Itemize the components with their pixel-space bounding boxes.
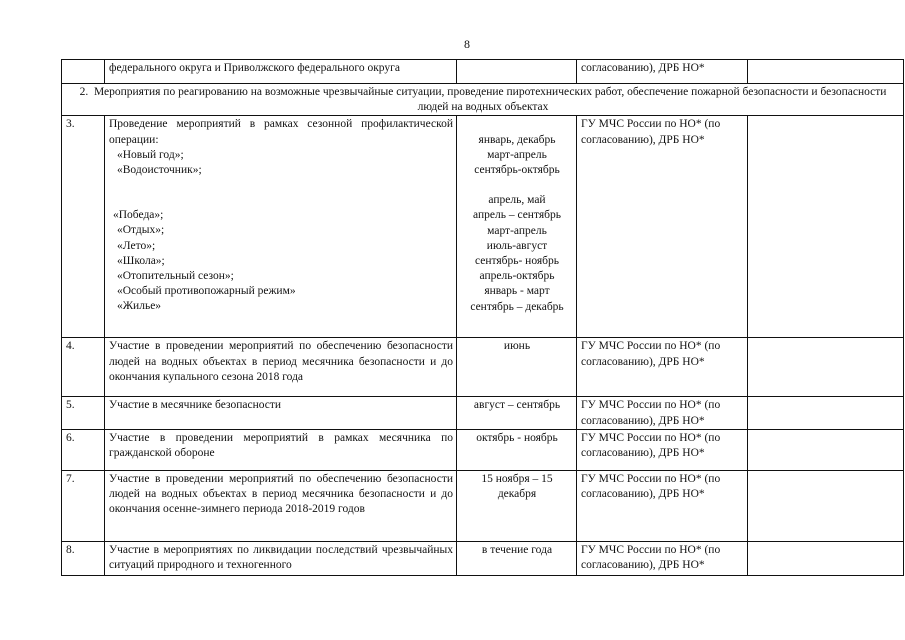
event-cell: Участие в мероприятиях по ликвидации последствий чрезвычайных ситуаций природного и техногенного bbox=[105, 541, 457, 575]
date-item: сентябрь-октябрь bbox=[474, 164, 560, 177]
event-cell: федерального округа и Приволжского федерального округа bbox=[105, 60, 457, 84]
date-item: сентябрь- ноябрь bbox=[474, 255, 560, 268]
table-row bbox=[62, 541, 904, 575]
section-header-row bbox=[62, 84, 904, 116]
dates-cell bbox=[457, 116, 577, 338]
event-intro: Проведение мероприятий в рамках сезонной профилактической операции: bbox=[109, 118, 453, 146]
event-cell: Участие в проведении мероприятий по обеспечению безопасности людей на водных объектах в период месячника безопасности и до окончания осенне-зимнего периода 2018-2019 годов bbox=[105, 470, 457, 541]
date-item: январь - март bbox=[484, 285, 550, 298]
date-item: апрель, май bbox=[488, 194, 546, 207]
row-number-cell: 8. bbox=[62, 541, 105, 575]
table-row bbox=[62, 470, 904, 541]
date-item: сентябрь – декабрь bbox=[470, 300, 564, 313]
operation-item: «Лето»; bbox=[117, 239, 156, 252]
dates-cell: август – сентябрь bbox=[457, 397, 577, 429]
date-item: март-апрель bbox=[487, 148, 547, 161]
responsible-cell: ГУ МЧС России по НО* (по согласованию), ДРБ НО* bbox=[577, 397, 748, 429]
row-number-cell: 3. bbox=[62, 116, 105, 338]
table-row bbox=[62, 397, 904, 429]
table-row bbox=[62, 338, 904, 397]
responsible-cell: ГУ МЧС России по НО* (по согласованию), ДРБ НО* bbox=[577, 541, 748, 575]
responsible-cell: ГУ МЧС России по НО* (по согласованию), ДРБ НО* bbox=[577, 429, 748, 470]
table-row bbox=[62, 429, 904, 470]
dates-cell: в течение года bbox=[457, 541, 577, 575]
table-row bbox=[62, 116, 904, 338]
operation-item: «Отдых»; bbox=[117, 224, 165, 237]
events-table bbox=[61, 59, 904, 576]
event-cell: Участие в проведении мероприятий в рамках месячника по гражданской обороне bbox=[105, 429, 457, 470]
note-cell bbox=[748, 541, 904, 575]
responsible-cell: ГУ МЧС России по НО* (по согласованию), ДРБ НО* bbox=[577, 338, 748, 397]
row-number-cell: 5. bbox=[62, 397, 105, 429]
date-item: июль-август bbox=[486, 239, 548, 252]
dates-cell: октябрь - ноябрь bbox=[457, 429, 577, 470]
operation-item: «Водоисточник»; bbox=[117, 164, 202, 177]
responsible-cell: согласованию), ДРБ НО* bbox=[577, 60, 748, 84]
table-row bbox=[62, 60, 904, 84]
date-item: апрель-октябрь bbox=[479, 270, 555, 283]
date-item: март-апрель bbox=[487, 224, 547, 237]
dates-cell bbox=[457, 60, 577, 84]
page-number: 8 bbox=[464, 37, 470, 51]
event-cell bbox=[105, 116, 457, 338]
operation-item: «Жилье» bbox=[117, 300, 162, 313]
note-cell bbox=[748, 470, 904, 541]
row-number-cell bbox=[62, 60, 105, 84]
dates-cell: 15 ноября – 15 декабря bbox=[457, 470, 577, 541]
dates-cell: июнь bbox=[457, 338, 577, 397]
section-title: 2. Мероприятия по реагированию на возможные чрезвычайные ситуации, проведение пиротехнических работ, обеспечение пожарной безопасности и безопасности людей на водных объектах bbox=[62, 84, 904, 116]
note-cell bbox=[748, 429, 904, 470]
responsible-cell: ГУ МЧС России по НО* (по согласованию), ДРБ НО* bbox=[577, 116, 748, 338]
operation-item: «Новый год»; bbox=[117, 148, 184, 161]
note-cell bbox=[748, 116, 904, 338]
operation-item: «Отопительный сезон»; bbox=[117, 270, 234, 283]
note-cell bbox=[748, 397, 904, 429]
note-cell bbox=[748, 338, 904, 397]
operation-item: «Школа»; bbox=[117, 254, 165, 267]
event-cell: Участие в месячнике безопасности bbox=[105, 397, 457, 429]
row-number-cell: 4. bbox=[62, 338, 105, 397]
date-item: январь, декабрь bbox=[478, 133, 556, 146]
row-number-cell: 7. bbox=[62, 470, 105, 541]
operation-item: «Победа»; bbox=[113, 209, 164, 222]
operation-item: «Особый противопожарный режим» bbox=[117, 285, 296, 298]
responsible-cell: ГУ МЧС России по НО* (по согласованию), ДРБ НО* bbox=[577, 470, 748, 541]
event-cell: Участие в проведении мероприятий по обеспечению безопасности людей на водных объектах в период месячника безопасности и до окончания купального сезона 2018 года bbox=[105, 338, 457, 397]
row-number-cell: 6. bbox=[62, 429, 105, 470]
date-item: апрель – сентябрь bbox=[473, 209, 561, 222]
note-cell bbox=[748, 60, 904, 84]
